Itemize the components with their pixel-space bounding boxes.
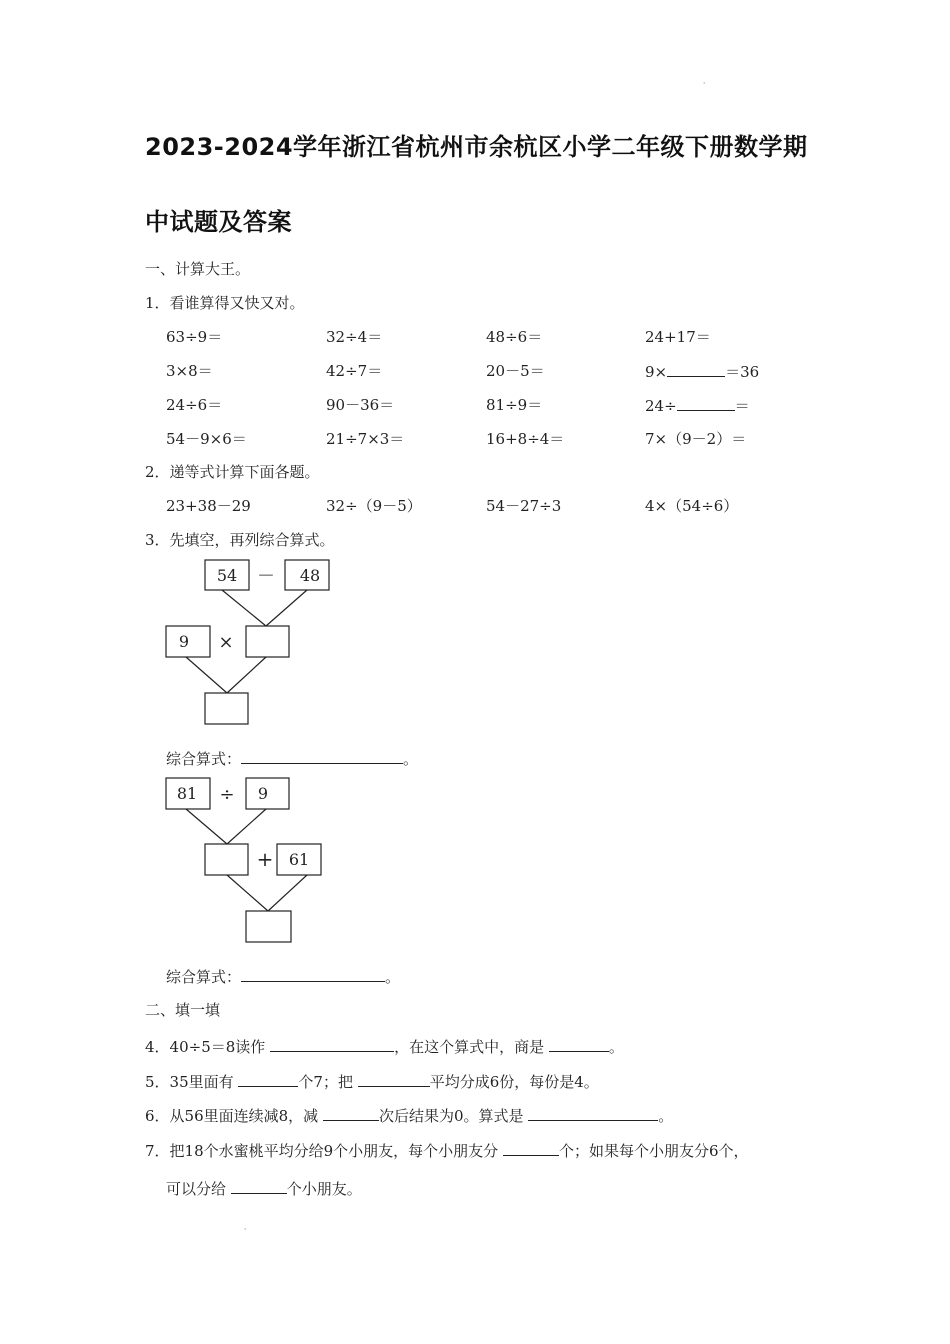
box-value: 54 bbox=[216, 566, 238, 585]
answer-blank[interactable] bbox=[231, 1178, 287, 1194]
section-heading: 一、计算大王。 bbox=[145, 260, 251, 278]
calc-item: 42÷7＝ bbox=[326, 362, 383, 380]
calc-item: 90－36＝ bbox=[326, 396, 395, 414]
connector-line bbox=[227, 657, 266, 693]
answer-blank[interactable] bbox=[528, 1105, 658, 1121]
calc-item: 48÷6＝ bbox=[486, 328, 543, 346]
box-value: 9 bbox=[178, 632, 190, 651]
box-value: 61 bbox=[288, 850, 310, 869]
page-title-line2: 中试题及答案 bbox=[145, 208, 292, 236]
calc-item: 21÷7×3＝ bbox=[326, 430, 405, 448]
calc-item: 24÷6＝ bbox=[166, 396, 223, 414]
calc-item-fill bbox=[645, 395, 750, 416]
connector-line bbox=[222, 590, 266, 626]
calc-text: 9× bbox=[645, 363, 668, 381]
question-7 bbox=[145, 1140, 749, 1161]
connector-line bbox=[227, 875, 268, 911]
box-value: 81 bbox=[176, 784, 198, 803]
answer-blank[interactable] bbox=[549, 1036, 609, 1052]
answer-box[interactable] bbox=[205, 844, 248, 875]
question-label: 3．先填空，再列综合算式。 bbox=[145, 531, 335, 549]
question-7-cont bbox=[166, 1178, 362, 1199]
box-value: 9 bbox=[257, 784, 269, 803]
operator: － bbox=[257, 566, 275, 587]
question-5 bbox=[145, 1071, 599, 1092]
calc-text: ＝ bbox=[734, 397, 750, 415]
formula-line bbox=[166, 966, 400, 987]
answer-box[interactable] bbox=[205, 693, 248, 724]
calc-item: 81÷9＝ bbox=[486, 396, 543, 414]
calc-tree-diagram-1 bbox=[160, 556, 340, 730]
calc-item: 54－9×6＝ bbox=[166, 430, 247, 448]
page-title: 2023-2024学年浙江省杭州市余杭区小学二年级下册数学期 bbox=[145, 133, 808, 161]
calc-item: 32÷（9－5） bbox=[326, 497, 422, 515]
corner-mark: ˌ bbox=[244, 1222, 247, 1231]
question-text: 。 bbox=[658, 1107, 674, 1125]
answer-blank[interactable] bbox=[677, 395, 735, 411]
connector-line bbox=[268, 875, 307, 911]
question-text: 个小朋友。 bbox=[286, 1180, 362, 1198]
answer-blank[interactable] bbox=[667, 361, 725, 377]
connector-line bbox=[186, 809, 227, 844]
calc-item: 7×（9－2）＝ bbox=[645, 430, 747, 448]
calc-item-fill bbox=[645, 361, 759, 382]
connector-line bbox=[227, 809, 266, 844]
formula-blank[interactable] bbox=[241, 966, 385, 982]
calc-item: 16+8÷4＝ bbox=[486, 430, 565, 448]
calc-tree-diagram-2 bbox=[160, 774, 340, 948]
question-label: 1．看谁算得又快又对。 bbox=[145, 294, 305, 312]
box-value: 48 bbox=[299, 566, 321, 585]
question-4 bbox=[145, 1036, 624, 1057]
formula-line bbox=[166, 748, 418, 769]
question-text: 个7；把 bbox=[298, 1073, 358, 1091]
answer-blank[interactable] bbox=[503, 1140, 559, 1156]
question-text: 。 bbox=[608, 1038, 624, 1056]
question-text: 4．40÷5＝8读作 bbox=[145, 1038, 271, 1056]
calc-item: 54－27÷3 bbox=[486, 497, 562, 515]
formula-label: 综合算式： bbox=[166, 968, 242, 986]
operator: × bbox=[218, 632, 234, 653]
operator: ÷ bbox=[219, 784, 235, 805]
calc-item: 23+38－29 bbox=[166, 497, 251, 515]
calc-item: 24+17＝ bbox=[645, 328, 711, 346]
section-heading: 二、填一填 bbox=[145, 1001, 221, 1019]
answer-box[interactable] bbox=[246, 626, 289, 657]
answer-blank[interactable] bbox=[323, 1105, 379, 1121]
question-text: ，在这个算式中，商是 bbox=[394, 1038, 549, 1056]
question-text: 次后结果为0。算式是 bbox=[378, 1107, 529, 1125]
connector-line bbox=[266, 590, 307, 626]
question-text: 5．35里面有 bbox=[145, 1073, 239, 1091]
question-6 bbox=[145, 1105, 673, 1126]
question-text: 平均分成6份，每份是4。 bbox=[429, 1073, 599, 1091]
question-label: 2．递等式计算下面各题。 bbox=[145, 463, 320, 481]
calc-text: 24÷ bbox=[645, 397, 677, 415]
question-text: 可以分给 bbox=[166, 1180, 231, 1198]
formula-end: 。 bbox=[385, 968, 401, 986]
connector-line bbox=[186, 657, 227, 693]
calc-item: 4×（54÷6） bbox=[645, 497, 739, 515]
answer-blank[interactable] bbox=[238, 1071, 298, 1087]
question-text: 个；如果每个小朋友分6个， bbox=[558, 1142, 749, 1160]
formula-label: 综合算式： bbox=[166, 750, 242, 768]
question-text: 6．从56里面连续减8，减 bbox=[145, 1107, 323, 1125]
operator: + bbox=[256, 847, 274, 871]
answer-box[interactable] bbox=[246, 911, 291, 942]
answer-blank[interactable] bbox=[358, 1071, 430, 1087]
calc-item: 63÷9＝ bbox=[166, 328, 223, 346]
corner-mark: ˌ bbox=[703, 76, 706, 85]
answer-blank[interactable] bbox=[270, 1036, 394, 1052]
calc-item: 3×8＝ bbox=[166, 362, 213, 380]
calc-text: ＝36 bbox=[725, 363, 760, 381]
formula-blank[interactable] bbox=[241, 748, 403, 764]
question-text: 7．把18个水蜜桃平均分给9个小朋友，每个小朋友分 bbox=[145, 1142, 503, 1160]
calc-item: 32÷4＝ bbox=[326, 328, 383, 346]
calc-item: 20－5＝ bbox=[486, 362, 545, 380]
formula-end: 。 bbox=[403, 750, 419, 768]
